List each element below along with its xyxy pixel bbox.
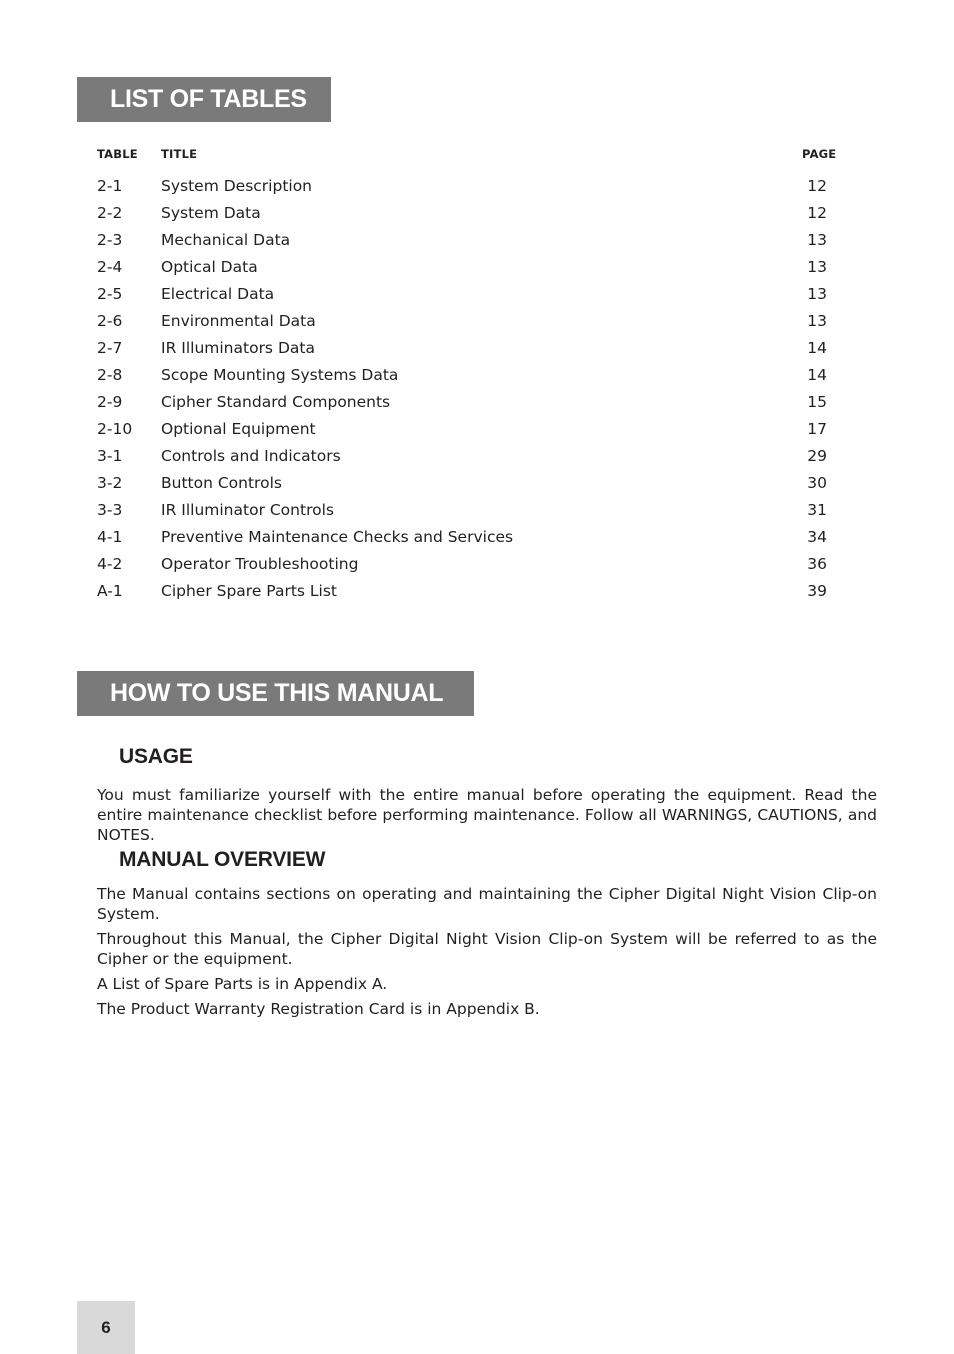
table-page: 12 [807,204,827,222]
usage-paragraph: You must familiarize yourself with the entire manual before operating the equipment. Read the entire maintenance checklist before performing maintenance. Follow all WARNINGS, CAUTIONS, and NOTES. [97,786,877,844]
table-title: Environmental Data [161,312,316,330]
table-row [0,470,954,497]
table-title: Electrical Data [161,285,275,303]
table-row [0,173,954,200]
table-row [0,335,954,362]
table-number: 2-5 [97,285,123,303]
manual-overview-heading: MANUAL OVERVIEW [119,848,326,871]
table-row [0,254,954,281]
table-number: 2-10 [97,420,133,438]
table-number: 2-4 [97,258,123,276]
table-title: Button Controls [161,474,282,492]
table-row [0,389,954,416]
overview-paragraph: The Product Warranty Registration Card is in Appendix B. [97,1000,540,1018]
table-number: 3-2 [97,474,123,492]
list-of-tables-heading: LIST OF TABLES [77,77,331,122]
column-header-page: PAGE [802,147,837,161]
how-to-use-heading: HOW TO USE THIS MANUAL [77,671,474,716]
column-header-title: TITLE [161,147,198,161]
table-number: 2-7 [97,339,123,357]
table-title: Controls and Indicators [161,447,341,465]
table-number: 2-8 [97,366,123,384]
table-title: Optical Data [161,258,258,276]
table-number: 2-1 [97,177,123,195]
table-page: 13 [807,312,827,330]
table-page: 14 [807,339,827,357]
table-title: System Description [161,177,313,195]
table-page: 39 [807,582,827,600]
table-page: 36 [807,555,827,573]
table-title: Preventive Maintenance Checks and Services [161,528,514,546]
column-header-table: TABLE [97,147,138,161]
table-row [0,551,954,578]
table-page: 17 [807,420,827,438]
table-title: Mechanical Data [161,231,291,249]
table-page: 34 [807,528,827,546]
overview-paragraph: Throughout this Manual, the Cipher Digital Night Vision Clip-on System will be referred to as the Cipher or the equipment. [97,930,877,968]
table-number: 2-6 [97,312,123,330]
table-number: 4-1 [97,528,123,546]
table-row [0,443,954,470]
table-page: 31 [807,501,827,519]
table-page: 13 [807,285,827,303]
page-number: 6 [77,1301,135,1354]
overview-paragraph: The Manual contains sections on operating and maintaining the Cipher Digital Night Vision Clip-on System. [97,885,877,923]
table-page: 29 [807,447,827,465]
table-number: 4-2 [97,555,123,573]
table-row [0,308,954,335]
table-title: Operator Troubleshooting [161,555,359,573]
table-page: 15 [807,393,827,411]
table-page: 13 [807,258,827,276]
table-number: 3-3 [97,501,123,519]
table-number: A-1 [97,582,123,600]
table-title: IR Illuminator Controls [161,501,334,519]
table-page: 14 [807,366,827,384]
table-row [0,200,954,227]
table-row [0,281,954,308]
table-number: 2-3 [97,231,123,249]
table-page: 13 [807,231,827,249]
table-title: Optional Equipment [161,420,316,438]
table-number: 3-1 [97,447,123,465]
table-page: 30 [807,474,827,492]
table-page: 12 [807,177,827,195]
table-title: IR Illuminators Data [161,339,315,357]
table-title: System Data [161,204,261,222]
table-row [0,416,954,443]
table-row [0,227,954,254]
table-title: Cipher Spare Parts List [161,582,337,600]
table-row [0,362,954,389]
table-title: Scope Mounting Systems Data [161,366,399,384]
usage-heading: USAGE [119,745,193,768]
table-title: Cipher Standard Components [161,393,391,411]
overview-paragraph: A List of Spare Parts is in Appendix A. [97,975,388,993]
table-row [0,524,954,551]
table-number: 2-2 [97,204,123,222]
table-row [0,578,954,605]
table-row [0,497,954,524]
table-number: 2-9 [97,393,123,411]
